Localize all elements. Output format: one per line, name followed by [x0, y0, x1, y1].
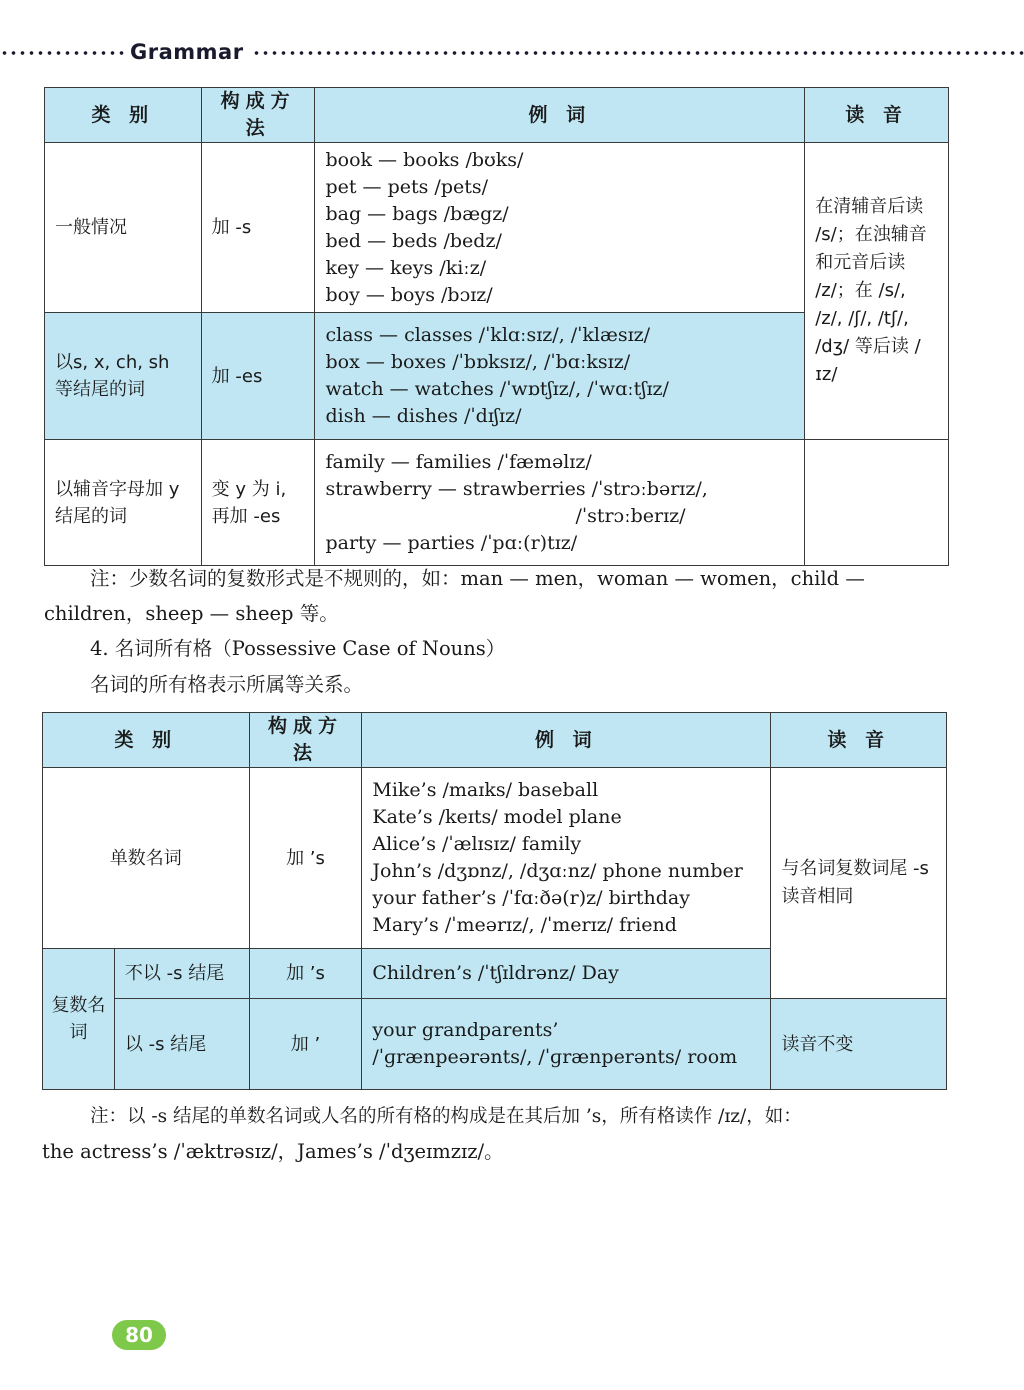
example-word: your father’s /ˈfɑːðə(r)z/ birthday: [372, 887, 690, 909]
note-s-ending-cont: the actress’s /ˈæktrəsɪz/，James’s /ˈdʒeɪmzɪz/。: [42, 1140, 504, 1163]
header-method: 构成方法: [201, 88, 315, 143]
header-pronunciation: 读 音: [771, 713, 947, 768]
table-header-row: [45, 88, 949, 143]
table-row: [43, 768, 947, 949]
header-category: 类 别: [43, 713, 250, 768]
row-category: 单数名词: [43, 768, 250, 949]
example-word: strawberry — strawberries /ˈstrɔːbərɪz/,: [325, 477, 708, 500]
example-word: your grandparents’: [372, 1019, 559, 1041]
row-examples: [315, 313, 805, 440]
table-header-row: [43, 713, 947, 768]
row-category: 不以 -s 结尾: [114, 949, 249, 999]
pronunciation-rule: 读音不变: [771, 999, 947, 1090]
example-word: Alice’s /ˈælɪsɪz/ family: [372, 833, 582, 855]
example-word: /ˈstrɔːberɪz/: [575, 504, 686, 527]
example-word: party — parties /ˈpɑː(r)tɪz/: [325, 531, 578, 554]
row-examples: [362, 999, 771, 1090]
section-title: Grammar: [130, 40, 244, 64]
row-method: 加 -s: [201, 143, 315, 313]
example-word: box — boxes /ˈbɒksɪz/, /ˈbɑːksɪz/: [325, 351, 631, 373]
header-pronunciation: 读 音: [805, 88, 949, 143]
example-word: watch — watches /ˈwɒtʃɪz/, /ˈwɑːtʃɪz/: [325, 378, 669, 400]
section-header: [0, 40, 1024, 66]
dotted-rule-right: [252, 50, 1024, 56]
dotted-rule-left: [0, 50, 124, 56]
section-heading: 4. 名词所有格（Possessive Case of Nouns）: [90, 637, 506, 660]
empty-cell: [805, 440, 949, 566]
header-method: 构成方法: [249, 713, 362, 768]
example-word: bag — bags /bægz/: [325, 202, 509, 225]
row-category: 一般情况: [45, 143, 202, 313]
row-method: 加 ’s: [249, 949, 362, 999]
row-category: 以 -s 结尾: [114, 999, 249, 1090]
header-examples: 例 词: [362, 713, 771, 768]
example-word: boy — boys /bɔɪz/: [325, 283, 493, 306]
header-category: 类 别: [45, 88, 202, 143]
row-examples: Children’s /ˈtʃɪldrənz/ Day: [362, 949, 771, 999]
example-word: Mike’s /maɪks/ baseball: [372, 779, 599, 801]
row-category: 以辅音字母加 y 结尾的词: [45, 440, 202, 566]
example-word: dish — dishes /ˈdɪʃɪz/: [325, 405, 522, 427]
row-method: 加 ’: [249, 999, 362, 1090]
table-row: [43, 999, 947, 1090]
example-word: class — classes /ˈklɑːsɪz/, /ˈklæsɪz/: [325, 324, 651, 346]
page-number-badge: 80: [112, 1320, 166, 1350]
example-word: family — families /ˈfæməlɪz/: [325, 450, 592, 473]
section-intro: 名词的所有格表示所属等关系。: [90, 673, 364, 696]
row-examples: [315, 440, 805, 566]
example-word: pet — pets /pets/: [325, 175, 489, 198]
possessive-rules-table: [42, 712, 947, 1090]
example-word: key — keys /kiːz/: [325, 256, 487, 279]
example-word: Mary’s /ˈmeərɪz/, /ˈmerɪz/ friend: [372, 914, 677, 936]
row-method: 加 -es: [201, 313, 315, 440]
example-word: John’s /dʒɒnz/, /dʒɑːnz/ phone number: [372, 860, 743, 882]
pronunciation-rule: 在清辅音后读 /s/；在浊辅音和元音后读 /z/；在 /s/, /z/, /ʃ/, /tʃ/, /dʒ/ 等后读 /ɪz/: [805, 143, 949, 440]
pronunciation-rule: 与名词复数词尾 -s 读音相同: [771, 768, 947, 999]
note-irregular-plural-cont: children，sheep — sheep 等。: [44, 602, 339, 625]
example-word: Kate’s /keɪts/ model plane: [372, 806, 622, 828]
row-examples: [315, 143, 805, 313]
row-method: 变 y 为 i, 再加 -es: [201, 440, 315, 566]
note-s-ending: 注：以 -s 结尾的单数名词或人名的所有格的构成是在其后加 ’s，所有格读作 /ɪz/，如：: [90, 1106, 802, 1127]
row-examples: [362, 768, 771, 949]
header-examples: 例 词: [315, 88, 805, 143]
note-irregular-plural: 注：少数名词的复数形式是不规则的，如：man — men，woman — women，child —: [90, 567, 865, 590]
plural-rules-table: [44, 87, 949, 566]
row-method: 加 ’s: [249, 768, 362, 949]
example-word: /ˈɡrænpeərənts/, /ˈɡrænperənts/ room: [372, 1046, 738, 1068]
plural-label: 复数名词: [43, 949, 115, 1090]
table-row: [45, 143, 949, 313]
example-word: book — books /bʊks/: [325, 148, 524, 171]
example-word: bed — beds /bedz/: [325, 229, 502, 252]
row-category: 以s, x, ch, sh 等结尾的词: [45, 313, 202, 440]
table-row: [45, 440, 949, 566]
